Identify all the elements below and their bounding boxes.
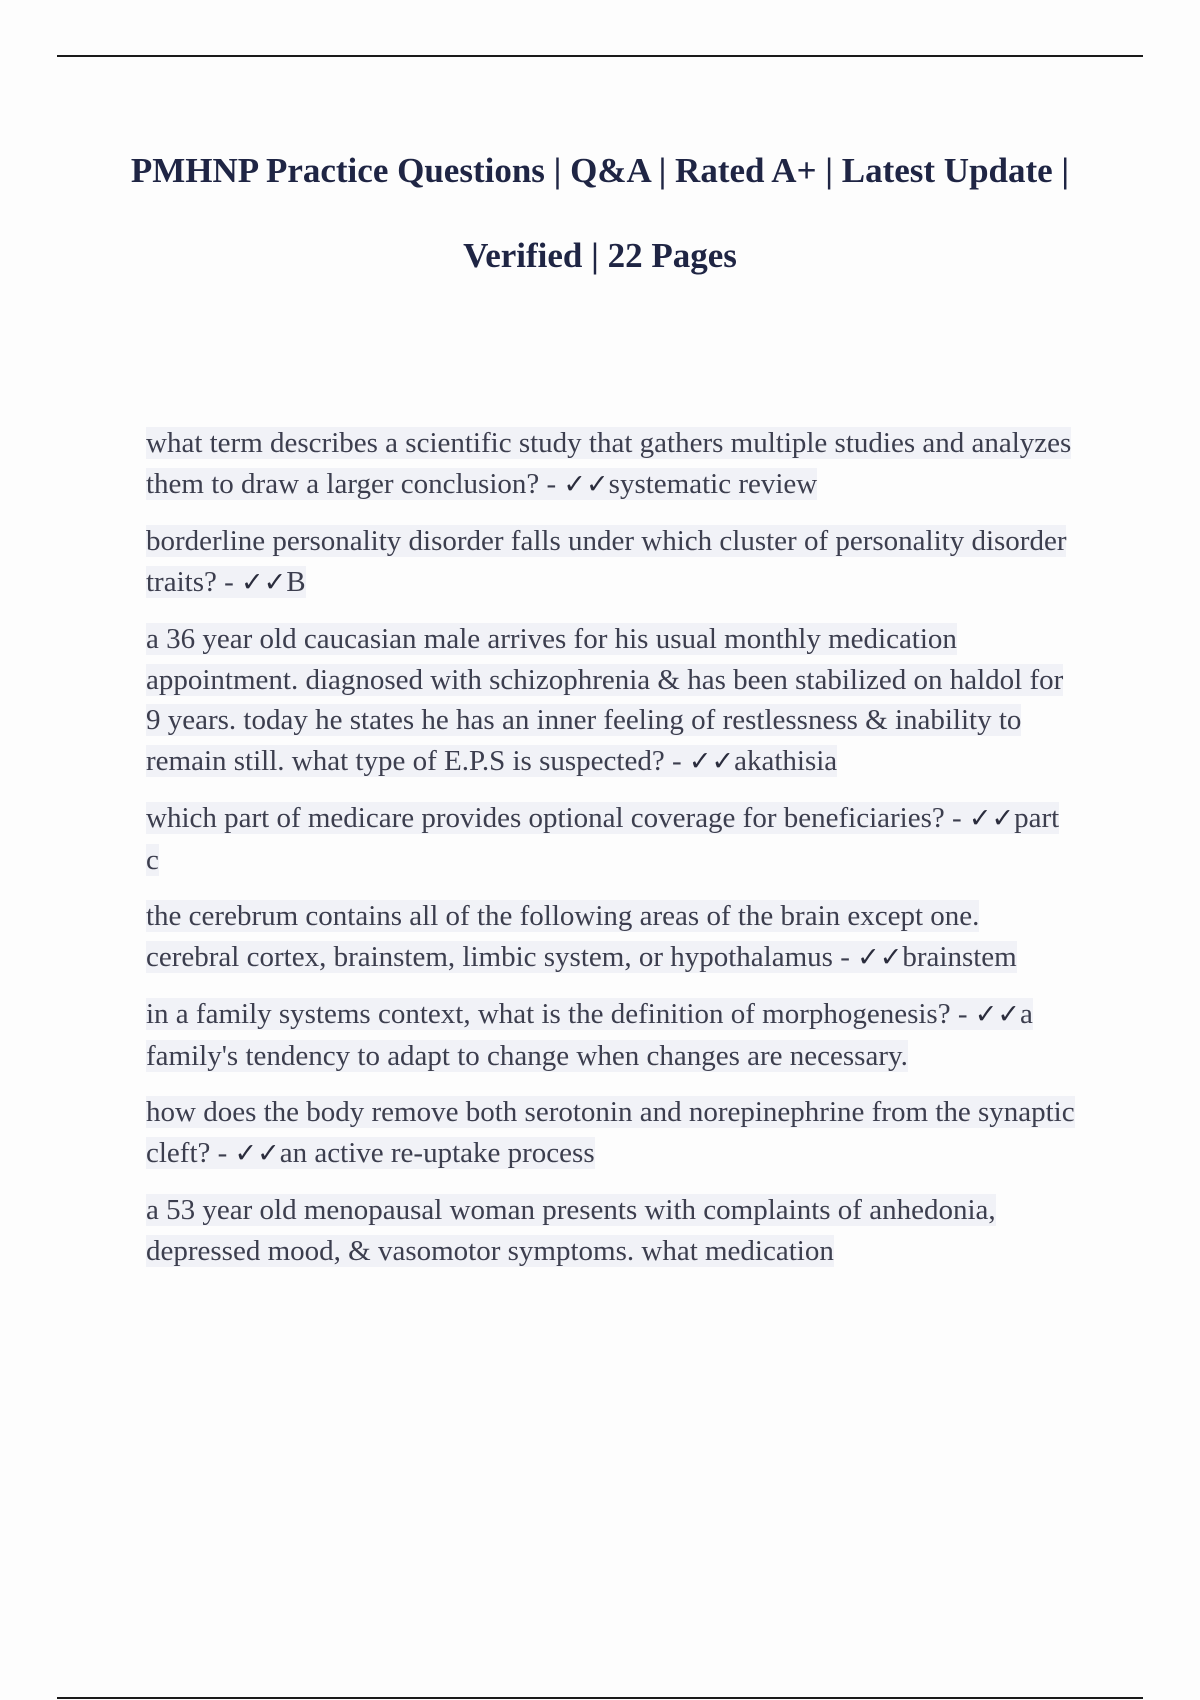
qa-item bbox=[146, 619, 1076, 782]
question-text: a 36 year old caucasian male arrives for his usual monthly medication appointment. diagnosed with schizophrenia & has been stabilized on haldol for 9 years. today he states he has an inner feeling of restlessness & inability to remain still. what type of E.P.S is suspected? - bbox=[146, 623, 1064, 777]
check-icon: ✓✓ bbox=[968, 803, 1015, 834]
question-text: what term describes a scientific study that gathers multiple studies and analyzes them to draw a larger conclusion? - bbox=[146, 427, 1072, 500]
qa-item bbox=[146, 1190, 1076, 1271]
answer-text: B bbox=[286, 565, 306, 598]
answer-text: a family's tendency to adapt to change when changes are necessary. bbox=[146, 998, 1033, 1072]
qa-item bbox=[146, 423, 1076, 505]
check-icon: ✓✓ bbox=[974, 999, 1021, 1030]
answer-text: part c bbox=[146, 802, 1060, 876]
qa-item bbox=[146, 798, 1076, 880]
bottom-rule bbox=[57, 1697, 1143, 1699]
question-text: the cerebrum contains all of the following areas of the brain except one. cerebral cortex, brainstem, limbic system, or hypothalamus - bbox=[146, 900, 980, 973]
qa-item bbox=[146, 521, 1076, 603]
check-icon: ✓✓ bbox=[234, 1137, 280, 1169]
check-icon: ✓✓ bbox=[688, 745, 735, 777]
check-icon: ✓✓ bbox=[857, 941, 903, 973]
question-text: which part of medicare provides optional coverage for beneficiaries? - bbox=[146, 802, 969, 834]
qa-item bbox=[146, 994, 1076, 1076]
question-text: borderline personality disorder falls under which cluster of personality disorder traits? - bbox=[146, 525, 1067, 598]
qa-list bbox=[146, 423, 1076, 1287]
check-icon: ✓✓ bbox=[241, 566, 287, 598]
document-title: PMHNP Practice Questions | Q&A | Rated A+ | Latest Update | Verified | 22 Pages bbox=[130, 151, 1070, 275]
top-rule bbox=[57, 55, 1143, 57]
qa-item bbox=[146, 1092, 1076, 1174]
question-text: in a family systems context, what is the definition of morphogenesis? - bbox=[146, 998, 975, 1030]
check-icon: ✓✓ bbox=[563, 468, 609, 500]
answer-text: systematic review bbox=[608, 467, 818, 500]
question-text: a 53 year old menopausal woman presents with complaints of anhedonia, depressed mood, & vasomotor symptoms. what medication bbox=[146, 1194, 996, 1267]
question-text: how does the body remove both serotonin and norepinephrine from the synaptic cleft? - bbox=[146, 1096, 1075, 1169]
answer-text: brainstem bbox=[902, 940, 1017, 973]
answer-text: akathisia bbox=[734, 744, 838, 777]
answer-text: an active re-uptake process bbox=[279, 1136, 595, 1169]
qa-item bbox=[146, 896, 1076, 978]
